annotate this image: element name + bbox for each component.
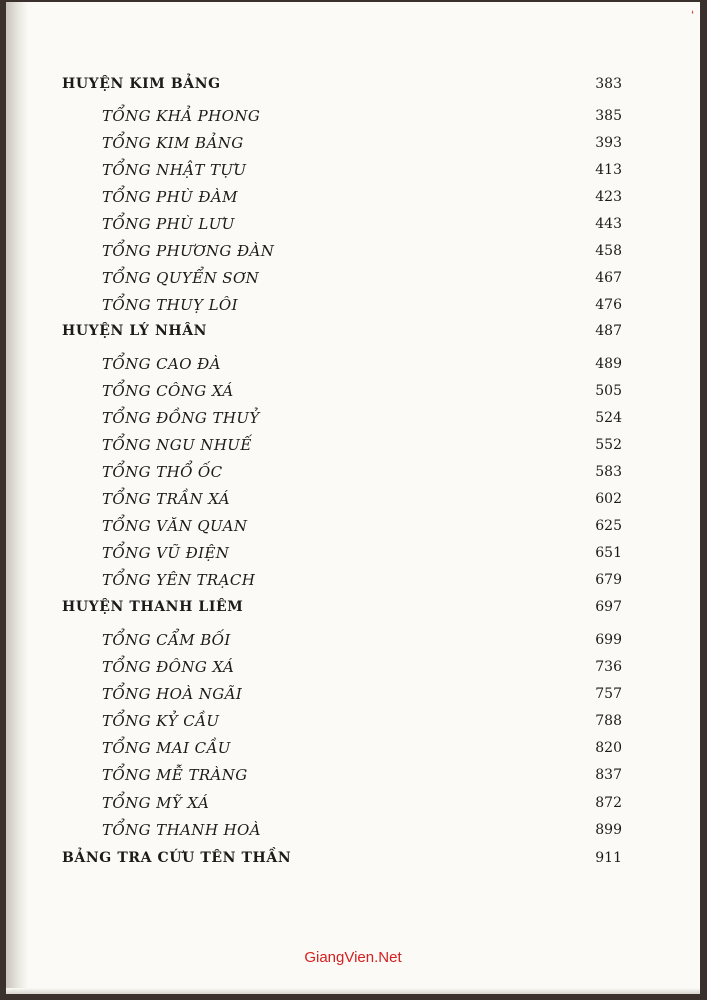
toc-entry-label: TỔNG VĂN QUAN [102,517,248,535]
toc-page-number: 651 [595,545,622,561]
table-of-contents [6,2,700,994]
toc-entry [6,629,700,651]
toc-entry-label: TỔNG THANH HOÀ [102,821,261,839]
toc-page-number: 489 [595,356,622,372]
toc-page-number: 385 [595,108,622,124]
toc-entry-label: HUYỆN LÝ NHÂN [62,323,208,339]
toc-page-number: 487 [595,323,622,339]
toc-entry-label: TỔNG ĐỒNG THUỶ [102,409,260,427]
toc-entry [6,792,700,814]
toc-entry-label: TỔNG HOÀ NGÃI [102,685,243,703]
toc-entry-label: TỔNG THỔ ỐC [102,463,223,481]
toc-page-number: 736 [595,659,622,675]
toc-entry-label: BẢNG TRA CỨU TÊN THẦN [62,850,292,866]
toc-section-entry [6,320,700,342]
toc-entry-label: TỔNG KIM BẢNG [102,134,244,152]
toc-entry [6,159,700,181]
toc-entry [6,294,700,316]
toc-entry-label: TỔNG MỄ TRÀNG [102,766,248,784]
toc-entry-label: TỔNG CÔNG XÁ [102,382,234,400]
toc-entry-label: TỔNG PHƯƠNG ĐÀN [102,242,275,260]
toc-entry-label: TỔNG ĐÔNG XÁ [102,658,235,676]
toc-page-number: 697 [595,599,622,615]
toc-entry [6,569,700,591]
toc-entry-label: TỔNG CẨM BỐI [102,631,231,649]
toc-entry [6,353,700,375]
toc-entry-label: TỔNG NGU NHUẾ [102,436,252,454]
toc-section-entry [6,596,700,618]
toc-entry [6,488,700,510]
toc-entry [6,683,700,705]
toc-page-number: 625 [595,518,622,534]
toc-page-number: 505 [595,383,622,399]
toc-page-number: 413 [595,162,622,178]
toc-entry [6,764,700,786]
toc-entry-label: TỔNG KỶ CẦU [102,712,220,730]
toc-entry-label: TỔNG CAO ĐÀ [102,355,221,373]
toc-entry-label: TỔNG VŨ ĐIỆN [102,544,230,562]
toc-entry-label: TỔNG PHÙ LƯU [102,215,235,233]
toc-entry [6,737,700,759]
toc-page-number: 911 [595,850,622,866]
toc-page-number: 899 [595,822,622,838]
toc-section-entry [6,73,700,95]
toc-page-number: 872 [595,795,622,811]
toc-entry [6,240,700,262]
toc-page-number: 602 [595,491,622,507]
toc-entry-label: HUYỆN THANH LIÊM [62,599,244,615]
toc-page-number: 467 [595,270,622,286]
toc-page-number: 383 [595,76,622,92]
toc-entry [6,407,700,429]
toc-entry [6,515,700,537]
toc-page-number: 476 [595,297,622,313]
toc-entry-label: HUYỆN KIM BẢNG [62,76,221,92]
toc-entry [6,380,700,402]
toc-page-number: 552 [595,437,622,453]
toc-entry-label: TỔNG QUYỂN SƠN [102,269,260,287]
toc-entry [6,132,700,154]
toc-page-number: 679 [595,572,622,588]
toc-entry [6,213,700,235]
watermark-text[interactable]: GiangVien.Net [304,949,402,966]
toc-entry [6,819,700,841]
toc-section-entry [6,847,700,869]
toc-entry-label: TỔNG NHẬT TỰU [102,161,247,179]
toc-entry-label: TỔNG TRẦN XÁ [102,490,230,508]
toc-page-number: 837 [595,767,622,783]
toc-entry-label: TỔNG MAI CẦU [102,739,231,757]
toc-entry [6,267,700,289]
toc-entry [6,542,700,564]
corner-mark: ʻ [691,8,694,23]
toc-entry [6,434,700,456]
toc-entry [6,656,700,678]
toc-page-number: 788 [595,713,622,729]
toc-page-number: 583 [595,464,622,480]
toc-entry-label: TỔNG KHẢ PHONG [102,107,261,125]
toc-page-number: 524 [595,410,622,426]
toc-entry [6,105,700,127]
toc-entry-label: TỔNG THUỴ LÔI [102,296,238,314]
toc-entry [6,710,700,732]
book-page [6,2,700,994]
toc-page-number: 820 [595,740,622,756]
toc-entry-label: TỔNG PHÙ ĐÀM [102,188,238,206]
toc-entry-label: TỔNG YÊN TRẠCH [102,571,256,589]
toc-entry [6,461,700,483]
toc-page-number: 699 [595,632,622,648]
toc-entry-label: TỔNG MỸ XÁ [102,794,210,812]
toc-page-number: 393 [595,135,622,151]
toc-page-number: 443 [595,216,622,232]
toc-page-number: 458 [595,243,622,259]
toc-page-number: 757 [595,686,622,702]
toc-entry [6,186,700,208]
toc-page-number: 423 [595,189,622,205]
